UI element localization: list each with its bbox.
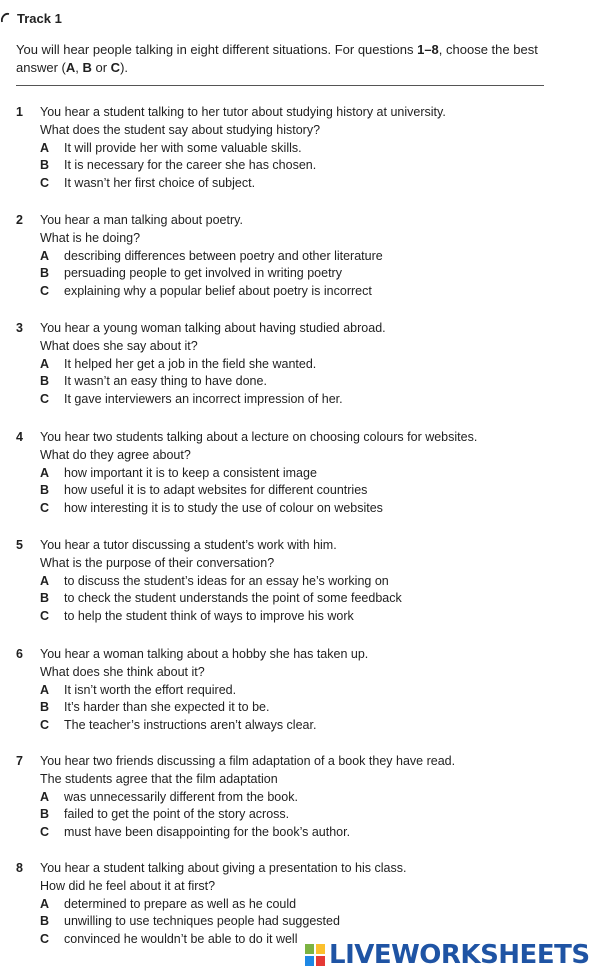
question-3 — [16, 320, 596, 409]
question-context: You hear a woman talking about a hobby she has taken up. — [40, 647, 369, 661]
option-a[interactable]: A It isn’t worth the effort required. — [40, 682, 237, 697]
option-b[interactable]: B unwilling to use techniques people had suggested — [40, 914, 340, 929]
question-prompt: How did he feel about it at first? — [40, 878, 216, 893]
option-b[interactable]: B It’s harder than she expected it to be. — [40, 700, 270, 715]
question-prompt: What is the purpose of their conversation? — [40, 555, 275, 570]
question-context: You hear a young woman talking about having studied abroad. — [40, 321, 386, 335]
question-context: You hear a student talking to her tutor about studying history at university. — [40, 105, 446, 119]
question-context: You hear two friends discussing a film adaptation of a book they have read. — [40, 754, 456, 768]
question-context: You hear a tutor discussing a student’s work with him. — [40, 538, 337, 552]
option-c[interactable]: C It gave interviewers an incorrect impression of her. — [40, 392, 343, 407]
question-7 — [16, 753, 596, 842]
question-number: 5 — [16, 538, 23, 552]
option-c[interactable]: C to help the student think of ways to improve his work — [40, 609, 354, 624]
question-number: 6 — [16, 647, 23, 661]
question-prompt: What do they agree about? — [40, 447, 191, 462]
option-c[interactable]: C convinced he wouldn’t be able to do it well — [40, 932, 298, 947]
option-a[interactable]: A to discuss the student’s ideas for an essay he’s working on — [40, 573, 389, 588]
liveworksheets-logo-icon — [304, 943, 326, 967]
question-prompt: The students agree that the film adaptation — [40, 771, 278, 786]
question-number: 7 — [16, 754, 23, 768]
liveworksheets-logo — [304, 940, 590, 970]
question-context: You hear a student talking about giving a presentation to his class. — [40, 861, 407, 875]
question-prompt: What does she say about it? — [40, 338, 198, 353]
option-a[interactable]: A was unnecessarily different from the book. — [40, 789, 298, 804]
option-b[interactable]: B persuading people to get involved in writing poetry — [40, 266, 342, 281]
instructions: You will hear people talking in eight different situations. For questions 1–8, choose the best answer (A, B or C). — [16, 42, 538, 75]
option-a[interactable]: A determined to prepare as well as he could — [40, 896, 297, 911]
option-c[interactable]: C must have been disappointing for the book’s author. — [40, 825, 351, 840]
question-number: 1 — [16, 105, 23, 119]
option-a[interactable]: A It will provide her with some valuable skills. — [40, 140, 302, 155]
question-context: You hear a man talking about poetry. — [40, 213, 243, 227]
option-c[interactable]: C how interesting it is to study the use of colour on websites — [40, 501, 383, 516]
option-a[interactable]: A how important it is to keep a consistent image — [40, 465, 317, 480]
question-6 — [16, 646, 596, 735]
question-number: 8 — [16, 861, 23, 875]
question-1 — [16, 104, 596, 193]
option-b[interactable]: B how useful it is to adapt websites for different countries — [40, 483, 368, 498]
option-c[interactable]: C explaining why a popular belief about poetry is incorrect — [40, 284, 372, 299]
question-prompt: What does the student say about studying history? — [40, 122, 321, 137]
track-header — [0, 8, 62, 28]
option-b[interactable]: B failed to get the point of the story across. — [40, 807, 290, 822]
question-5 — [16, 537, 596, 626]
option-b[interactable]: B It wasn’t an easy thing to have done. — [40, 374, 267, 389]
question-8 — [16, 860, 596, 949]
option-c[interactable]: C It wasn’t her first choice of subject. — [40, 176, 256, 191]
option-a[interactable]: A It helped her get a job in the field she wanted. — [40, 356, 317, 371]
option-a[interactable]: A describing differences between poetry and other literature — [40, 248, 383, 263]
option-b[interactable]: B It is necessary for the career she has chosen. — [40, 158, 317, 173]
question-prompt: What is he doing? — [40, 230, 141, 245]
option-c[interactable]: C The teacher’s instructions aren’t always clear. — [40, 718, 317, 733]
question-number: 3 — [16, 321, 23, 335]
track-label: Track 1 — [17, 10, 62, 26]
watermark-text: LIVEWORKSHEETS — [329, 940, 590, 970]
question-prompt: What does she think about it? — [40, 664, 205, 679]
question-number: 4 — [16, 430, 23, 444]
question-2 — [16, 212, 596, 301]
divider — [16, 85, 544, 86]
headphones-icon — [0, 11, 14, 25]
question-number: 2 — [16, 213, 23, 227]
question-context: You hear two students talking about a lecture on choosing colours for websites. — [40, 430, 478, 444]
question-4 — [16, 429, 596, 518]
option-b[interactable]: B to check the student understands the point of some feedback — [40, 591, 402, 606]
